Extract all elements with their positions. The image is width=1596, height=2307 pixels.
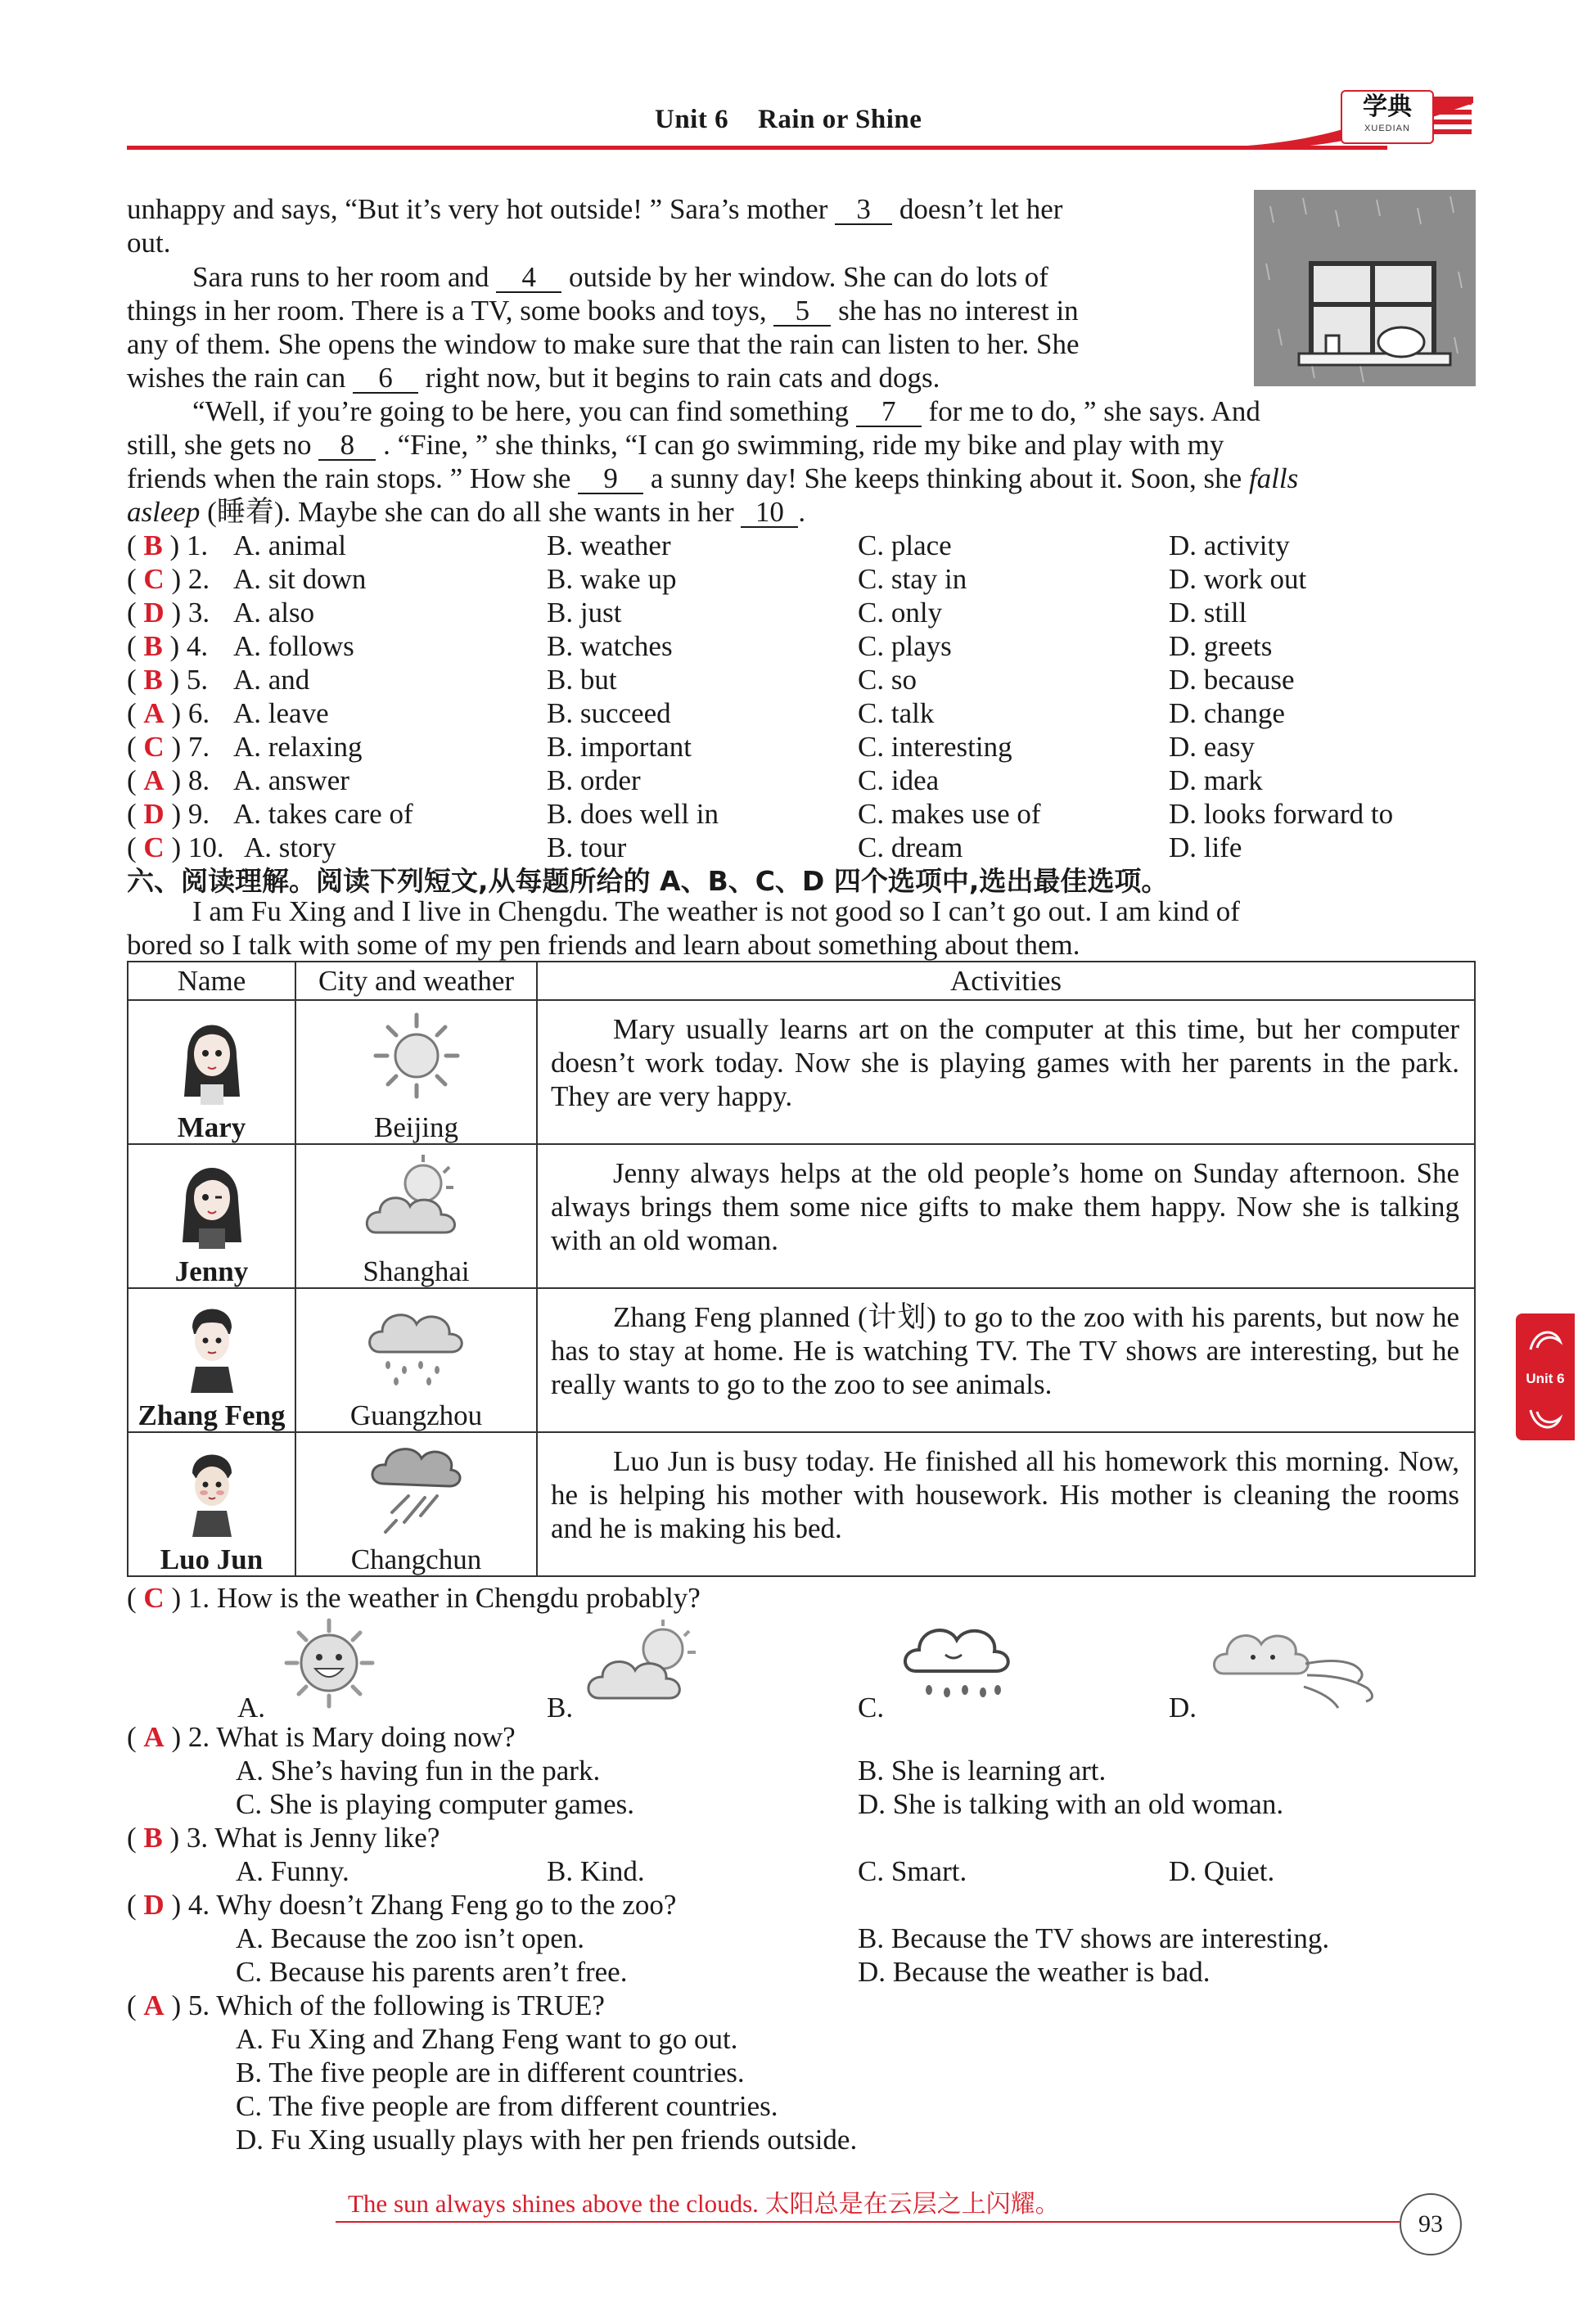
partly-cloudy-icon — [359, 1151, 474, 1249]
unit-label: Unit 6 — [655, 105, 729, 134]
answer-letter: B — [143, 529, 163, 561]
table-row — [128, 1432, 1475, 1576]
activity-text: Luo Jun is busy today. He finished all his homework this morning. Now, he is helping his mother with housework. His mother is cleaning the rooms and he is making his bed. — [551, 1445, 1459, 1544]
answer-letter: C — [143, 731, 165, 763]
cloze-option-c: C. idea — [858, 764, 940, 796]
cloze-option-b: B. important — [547, 731, 692, 763]
city-name: Changchun — [350, 1543, 482, 1575]
question-number: 8. — [187, 764, 210, 796]
reading-q3: ( B ) 3. What is Jenny like? — [127, 1822, 440, 1854]
q1-option-d: D. — [1169, 1692, 1197, 1723]
windy-rain-icon — [359, 1439, 474, 1537]
unit-title: Rain or Shine — [758, 105, 922, 134]
cloze-line-2: out. — [127, 227, 171, 259]
page-number: 93 — [1400, 2193, 1462, 2255]
cloze-line-8: still, she gets no 8 . “Fine, ” she thinks, “I can go swimming, ride my bike and play with my — [127, 429, 1224, 461]
reading-q4: ( D ) 4. Why doesn’t Zhang Feng go to the zoo? — [127, 1889, 677, 1921]
cloze-question-row: ( B ) 4. — [127, 630, 209, 662]
cloze-option-b: B. tour — [547, 831, 627, 863]
cloze-option-a: A. answer — [233, 764, 349, 796]
col-header-activities: Activities — [537, 962, 1475, 1000]
q4-option-a: A. Because the zoo isn’t open. — [236, 1922, 585, 1954]
cloze-option-b: B. weather — [547, 529, 671, 561]
cloze-question-row: ( D ) 3. — [127, 597, 210, 629]
cloze-option-a: A. leave — [233, 697, 329, 729]
question-number: 2. — [187, 563, 210, 595]
q3-option-b: B. Kind. — [547, 1855, 645, 1887]
cloze-question-row: ( A ) 8. — [127, 764, 210, 796]
unit-side-tab: Unit 6 — [1516, 1313, 1575, 1440]
cloze-question-row: ( B ) 1. — [127, 529, 209, 561]
cloze-option-b: B. order — [547, 764, 641, 796]
q2-option-b: B. She is learning art. — [858, 1755, 1107, 1787]
reading-q1: ( C ) 1. How is the weather in Chengdu probably? — [127, 1582, 701, 1614]
cloze-line-4: things in her room. There is a TV, some books and toys, 5 she has no interest in — [127, 295, 1079, 327]
blank-4: 4 — [496, 264, 561, 293]
blank-10: 10 — [741, 498, 798, 528]
cloze-option-c: C. so — [858, 664, 917, 696]
q1-option-a: A. — [237, 1692, 266, 1723]
cloze-question-row: ( A ) 6. — [127, 697, 210, 729]
cloze-option-c: C. only — [858, 597, 943, 629]
question-number: 7. — [187, 731, 210, 763]
question-number: 9. — [187, 798, 210, 830]
blank-9: 9 — [578, 465, 643, 494]
activity-text: Zhang Feng planned (计划) to go to the zoo with his parents, but now he has to stay at home. He is watching TV. The TV shows are interesting, but he really wants to go to the zoo to see animals. — [551, 1301, 1459, 1400]
cloze-line-5: any of them. She opens the window to make sure that the rain can listen to her. She — [127, 328, 1080, 360]
cloze-option-b: B. does well in — [547, 798, 719, 830]
reading-q2: ( A ) 2. What is Mary doing now? — [127, 1721, 516, 1753]
cloze-option-c: C. interesting — [858, 731, 1012, 763]
q5-option-d: D. Fu Xing usually plays with her pen friends outside. — [236, 2124, 858, 2156]
person-name: Mary — [177, 1111, 246, 1143]
q4-option-c: C. Because his parents aren’t free. — [236, 1956, 628, 1988]
cloze-option-c: C. plays — [858, 630, 952, 662]
zhang-feng-avatar — [179, 1295, 245, 1393]
answer-letter: D — [143, 597, 165, 629]
cloze-option-b: B. but — [547, 664, 617, 696]
cloze-option-d: D. looks forward to — [1169, 798, 1394, 830]
question-number: 4. — [186, 630, 209, 662]
rain-cloud-icon — [359, 1295, 474, 1393]
cloze-line-9: friends when the rain stops. ” How she 9 a sunny day! She keeps thinking about it. Soon, she falls — [127, 462, 1299, 494]
col-header-name: Name — [128, 962, 295, 1000]
q2-option-a: A. She’s having fun in the park. — [236, 1755, 601, 1787]
activity-text: Jenny always helps at the old people’s home on Sunday afternoon. She always brings them some nice gifts to make them happy. Now she is talking with an old woman. — [551, 1157, 1459, 1256]
q4-option-d: D. Because the weather is bad. — [858, 1956, 1211, 1988]
answer-letter: D — [143, 798, 165, 830]
table-row — [128, 1000, 1475, 1144]
reading-intro-2: bored so I talk with some of my pen friends and learn about something about them. — [127, 929, 1080, 961]
question-number: 5. — [186, 664, 209, 696]
cloze-option-c: C. place — [858, 529, 952, 561]
xuedian-logo: 学典 XUEDIAN — [1341, 90, 1434, 144]
cloze-question-row: ( D ) 9. — [127, 798, 210, 830]
cloze-question-row: ( B ) 5. — [127, 664, 209, 696]
footer-motto-en: The sun always shines above the clouds. — [348, 2189, 759, 2218]
jenny-avatar — [179, 1151, 245, 1249]
question-number: 1. — [186, 529, 209, 561]
reading-heading: 六、阅读理解。阅读下列短文,从每题所给的 A、B、C、D 四个选项中,选出最佳选项。 — [127, 865, 1169, 897]
blank-6: 6 — [353, 364, 418, 394]
cloze-option-d: D. activity — [1169, 529, 1290, 561]
activity-text: Mary usually learns art on the computer at this time, but her computer doesn’t work today. Now she is playing games with her parents in the park. They are very happy. — [551, 1013, 1459, 1112]
cloze-option-d: D. mark — [1169, 764, 1263, 796]
decorative-swirl-icon — [1527, 1325, 1563, 1358]
windy-cloud-option-icon — [1207, 1616, 1387, 1719]
answer-letter: B — [143, 630, 163, 662]
cloze-line-1: unhappy and says, “But it’s very hot outside! ” Sara’s mother 3 doesn’t let her — [127, 193, 1063, 225]
cloze-line-10: asleep (睡着). Maybe she can do all she wants in her 10 . — [127, 496, 806, 528]
footer-motto-cn: 太阳总是在云层之上闪耀。 — [764, 2190, 1060, 2219]
cloze-option-a: A. story — [244, 831, 336, 863]
cloze-option-d: D. greets — [1169, 630, 1273, 662]
cloze-option-b: B. succeed — [547, 697, 671, 729]
cloze-option-a: A. relaxing — [233, 731, 363, 763]
cloze-option-d: D. life — [1169, 831, 1242, 863]
cloze-option-d: D. still — [1169, 597, 1247, 629]
rain-cloud-option-icon — [896, 1612, 1027, 1714]
page-header-title — [655, 105, 922, 135]
blank-3: 3 — [835, 196, 892, 225]
cloze-line-3: Sara runs to her room and 4 outside by her window. She can do lots of — [192, 261, 1048, 293]
q1-option-c: C. — [858, 1692, 885, 1723]
person-name: Zhang Feng — [138, 1399, 286, 1431]
q5-option-c: C. The five people are from different countries. — [236, 2090, 778, 2122]
blank-7: 7 — [856, 398, 922, 427]
q2-option-c: C. She is playing computer games. — [236, 1788, 635, 1820]
mary-avatar — [179, 1007, 245, 1105]
answer-letter: A — [143, 697, 165, 729]
city-name: Beijing — [373, 1111, 459, 1143]
blank-5: 5 — [773, 297, 831, 327]
cloze-option-c: C. dream — [858, 831, 963, 863]
cloze-option-a: A. takes care of — [233, 798, 413, 830]
footer-rule — [336, 2221, 1400, 2223]
partly-cloudy-option-icon — [581, 1616, 704, 1710]
city-name: Guangzhou — [349, 1399, 483, 1431]
cloze-question-row: ( C ) 7. — [127, 731, 210, 763]
q5-option-a: A. Fu Xing and Zhang Feng want to go out. — [236, 2023, 738, 2055]
reading-q5: ( A ) 5. Which of the following is TRUE? — [127, 1989, 605, 2021]
answer-letter: C — [143, 563, 165, 595]
cloze-option-a: A. and — [233, 664, 310, 696]
q4-option-b: B. Because the TV shows are interesting. — [858, 1922, 1330, 1954]
question-number: 6. — [187, 697, 210, 729]
answer-letter: A — [143, 764, 165, 796]
person-name: Jenny — [174, 1255, 249, 1287]
table-row — [128, 1144, 1475, 1288]
cloze-option-a: A. follows — [233, 630, 354, 662]
answer-letter: B — [143, 664, 163, 696]
cloze-option-b: B. just — [547, 597, 622, 629]
cloze-option-d: D. easy — [1169, 731, 1255, 763]
q2-option-d: D. She is talking with an old woman. — [858, 1788, 1284, 1820]
city-name: Shanghai — [363, 1255, 470, 1287]
cloze-question-row: ( C ) 10. — [127, 831, 224, 863]
q5-option-b: B. The five people are in different countries. — [236, 2057, 745, 2088]
cloze-question-row: ( C ) 2. — [127, 563, 210, 595]
q3-option-c: C. Smart. — [858, 1855, 967, 1887]
rainy-window-illustration — [1254, 190, 1476, 386]
cloze-option-a: A. also — [233, 597, 315, 629]
q3-option-a: A. Funny. — [236, 1855, 349, 1887]
footer-motto — [348, 2183, 1060, 2219]
cloze-line-6: wishes the rain can 6 right now, but it begins to rain cats and dogs. — [127, 362, 940, 394]
luo-jun-avatar — [179, 1439, 245, 1537]
q1-option-b: B. — [547, 1692, 574, 1723]
q3-option-d: D. Quiet. — [1169, 1855, 1275, 1887]
pen-friends-table — [127, 961, 1476, 1577]
cloze-option-d: D. because — [1169, 664, 1295, 696]
sunny-icon — [367, 1007, 466, 1105]
cloze-option-d: D. change — [1169, 697, 1285, 729]
col-header-city: City and weather — [295, 962, 537, 1000]
decorative-swirl-icon — [1527, 1402, 1563, 1435]
table-row — [128, 1288, 1475, 1432]
cloze-option-b: B. wake up — [547, 563, 677, 595]
cloze-option-a: A. animal — [233, 529, 347, 561]
question-number: 10. — [187, 831, 224, 863]
cloze-option-c: C. talk — [858, 697, 935, 729]
sun-smiley-icon — [282, 1616, 376, 1710]
cloze-option-a: A. sit down — [233, 563, 367, 595]
cloze-option-c: C. makes use of — [858, 798, 1041, 830]
blank-8: 8 — [318, 431, 376, 461]
header-stripes — [1434, 97, 1475, 137]
cloze-option-c: C. stay in — [858, 563, 967, 595]
answer-letter: C — [143, 831, 165, 863]
reading-intro-1: I am Fu Xing and I live in Chengdu. The weather is not good so I can’t go out. I am kind of — [192, 895, 1240, 927]
person-name: Luo Jun — [160, 1543, 264, 1575]
cloze-option-d: D. work out — [1169, 563, 1307, 595]
header-rule — [127, 146, 1387, 150]
question-number: 3. — [187, 597, 210, 629]
cloze-line-7: “Well, if you’re going to be here, you can find something 7 for me to do, ” she says. And — [192, 395, 1260, 427]
cloze-option-b: B. watches — [547, 630, 673, 662]
